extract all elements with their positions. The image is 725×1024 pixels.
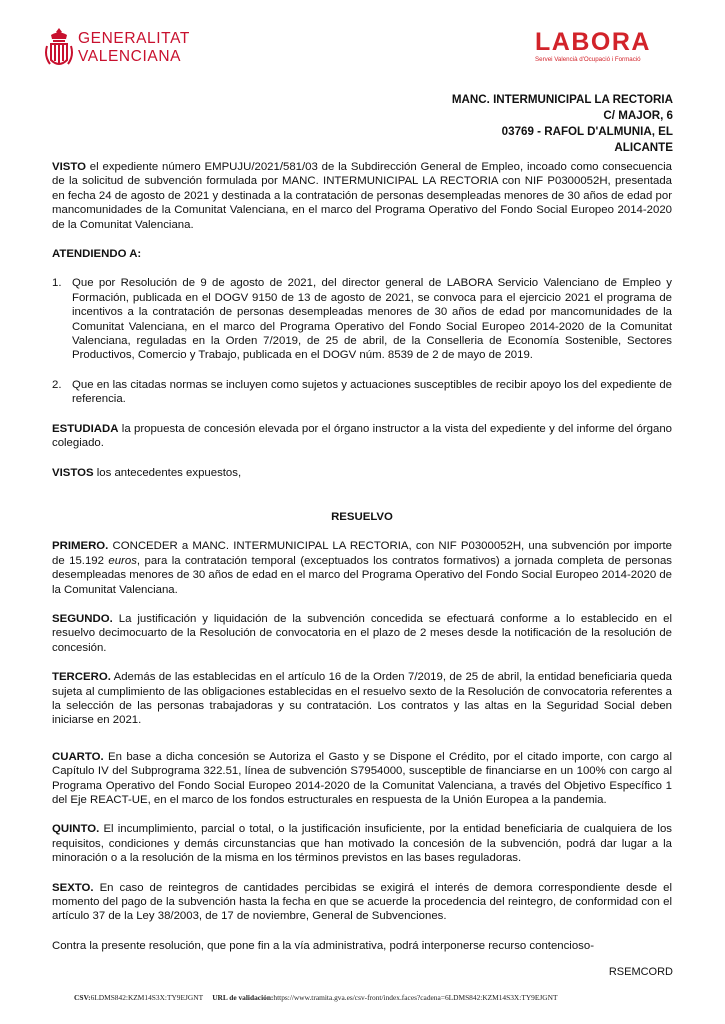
quinto-label: QUINTO. (52, 823, 100, 836)
tercero-label: TERCERO. (52, 671, 111, 684)
segundo-label: SEGUNDO. (52, 612, 113, 625)
estudiada-text: la propuesta de concesión elevada por el órgano instructor a la vista del expediente y del informe del órgano colegiado. (52, 422, 672, 450)
recipient-address (452, 92, 673, 156)
cuarto-paragraph (52, 750, 672, 808)
address-line-1: MANC. INTERMUNICIPAL LA RECTORIA (451, 93, 673, 106)
address-line-2: C/ MAJOR, 6 (603, 109, 673, 122)
csv-value: 6LDMS842:KZM14S3X:TY9EJGNT (90, 993, 203, 1002)
primero-euros: euros (108, 554, 137, 567)
quinto-paragraph (52, 822, 672, 865)
csv-label: CSV: (74, 993, 91, 1002)
vistos-label: VISTOS (52, 466, 94, 479)
visto-label: VISTO (52, 161, 86, 173)
list-item-1-number: 1. (52, 277, 62, 290)
list-item-2 (52, 378, 672, 407)
address-line-4: ALICANTE (614, 141, 673, 154)
gv-logo-line2: VALENCIANA (78, 48, 182, 65)
primero-text-b: , para la contratación temporal (exceptuados los contratos formativos) a jornada completa de personas desempleadas menores de 30 años de edad en el marco del Programa Operativo del Fondo Social Europeo 2014-2020 de la Comunitat Valenciana. (52, 554, 672, 596)
address-line-3: 03769 - RAFOL D'ALMUNIA, EL (501, 125, 673, 138)
csv-validation-line (74, 993, 557, 1002)
segundo-text: La justificación y liquidación de la subvención concedida se efectuará conforme a lo establecido en el resuelvo decimocuarto de la Resolución de convocatoria en el plazo de 2 meses desde la notificación de la resolución de concesión. (52, 612, 672, 654)
generalitat-valenciana-logo (44, 26, 204, 78)
list-item-1 (52, 276, 672, 362)
url-label: URL de validación: (212, 993, 274, 1002)
segundo-paragraph (52, 612, 672, 655)
tercero-paragraph (52, 670, 672, 728)
sexto-label: SEXTO. (52, 881, 94, 894)
gv-logo-line1: GENERALITAT (78, 30, 190, 47)
labora-wordmark: LABORA (535, 28, 651, 56)
labora-subtitle: Servei Valencià d'Ocupació i Formació (535, 56, 641, 63)
vistos-paragraph (52, 466, 672, 480)
sexto-text: En caso de reintegros de cantidades percibidas se exigirá el interés de demora correspondiente desde el momento del pago de la subvención hasta la fecha en que se acuerde la procedencia del reintegro, de conformidad con el artículo 37 de la Ley 38/2003, de 17 de noviembre, General de Subvenciones. (52, 881, 672, 923)
primero-label: PRIMERO. (52, 540, 109, 553)
sexto-paragraph (52, 881, 672, 924)
visto-paragraph (52, 160, 672, 232)
quinto-text: El incumplimiento, parcial o total, o la justificación insuficiente, por la entidad beneficiaria de cualquiera de los requisitos, condiciones y demás circunstancias que han motivado la concesión de la subvención, podrá dar lugar a la minoración o a la resolución de la misma en los términos previstos en las bases reguladoras. (52, 823, 672, 865)
cuarto-text: En base a dicha concesión se Autoriza el Gasto y se Dispone el Crédito, por el citado importe, con cargo al Capítulo IV del Subprograma 322.51, línea de subvención S7954000, susceptible de financiarse en un 100% con cargo al Programa Operativo del Fondo Social Europeo 2014-2020 de la Comunitat Valenciana, a través del Objetivo Específico 1 del Eje REACT-UE, en el marco de los fondos estructurales en respuesta de la Unión Europea a la pandemia. (52, 750, 672, 806)
list-item-2-number: 2. (52, 378, 62, 391)
atendiendo-heading: ATENDIENDO A: (52, 248, 142, 261)
visto-text: el expediente número EMPUJU/2021/581/03 de la Subdirección General de Empleo, incoado como consecuencia de la solicitud de subvención formulada por MANC. INTERMUNICIPAL LA RECTORIA con NIF P0300052H, presentada en fecha 24 de agosto de 2021 y destinada a la contratación de personas desempleadas menores de 30 años de edad por mancomunidades de la Comunitat Valenciana, en el marco del Programa Operativo del Fondo Social Europeo 2014-2020 de la Comunitat Valenciana. (52, 161, 672, 231)
estudiada-paragraph (52, 422, 672, 451)
list-item-1-text: Que por Resolución de 9 de agosto de 2021, del director general de LABORA Servicio Valenciano de Empleo y Formación, publicada en el DOGV 9150 de 13 de agosto de 2021, se convoca para el ejercicio 2021 el programa de incentivos a la contratación de personas desempleadas menores de 30 años de edad por mancomunidades de la Comunitat Valenciana, en el marco del Programa Operativo del Fondo Social Europeo 2014-2020 de la Comunitat Valenciana, reguladas en la Orden 7/2019, de 25 de abril, de la Conselleria de Economía Sostenible, Sectores Productivos, Comercio y Trabajo, publicada en el DOGV núm. 8539 de 2 de mayo de 2019. (72, 277, 672, 362)
validation-url[interactable]: https://www.tramita.gva.es/csv-front/index.faces?cadena=6LDMS842:KZM14S3X:TY9EJGNT (273, 993, 558, 1002)
resuelvo-heading: RESUELVO (331, 510, 393, 523)
coat-of-arms-icon (44, 26, 74, 76)
primero-text-a: CONCEDER a MANC. INTERMUNICIPAL LA RECTORIA, con NIF P0300052H, una subvención por importe de 15.192 (52, 540, 672, 567)
estudiada-label: ESTUDIADA (52, 422, 119, 435)
document-code: RSEMCORD (608, 966, 673, 978)
vistos-text: los antecedentes expuestos, (93, 466, 242, 479)
list-item-2-text: Que en las citadas normas se incluyen como sujetos y actuaciones susceptibles de recibir apoyo los del expediente de referencia. (72, 378, 672, 406)
contra-paragraph: Contra la presente resolución, que pone fin a la vía administrativa, podrá interponerse recurso contencioso- (52, 939, 594, 952)
cuarto-label: CUARTO. (52, 750, 104, 763)
tercero-text: Además de las establecidas en el artículo 16 de la Orden 7/2019, de 25 de abril, la entidad beneficiaria queda sujeta al cumplimiento de las obligaciones establecidas en el resuelvo sexto de la Resolución de convocatoria referentes a la selección de las personas trabajadoras y su contratación. Los contratos y las altas en la Seguridad Social deben iniciarse en 2021. (52, 671, 672, 727)
primero-paragraph (52, 539, 672, 597)
labora-logo (535, 30, 665, 64)
document-body (52, 160, 672, 968)
